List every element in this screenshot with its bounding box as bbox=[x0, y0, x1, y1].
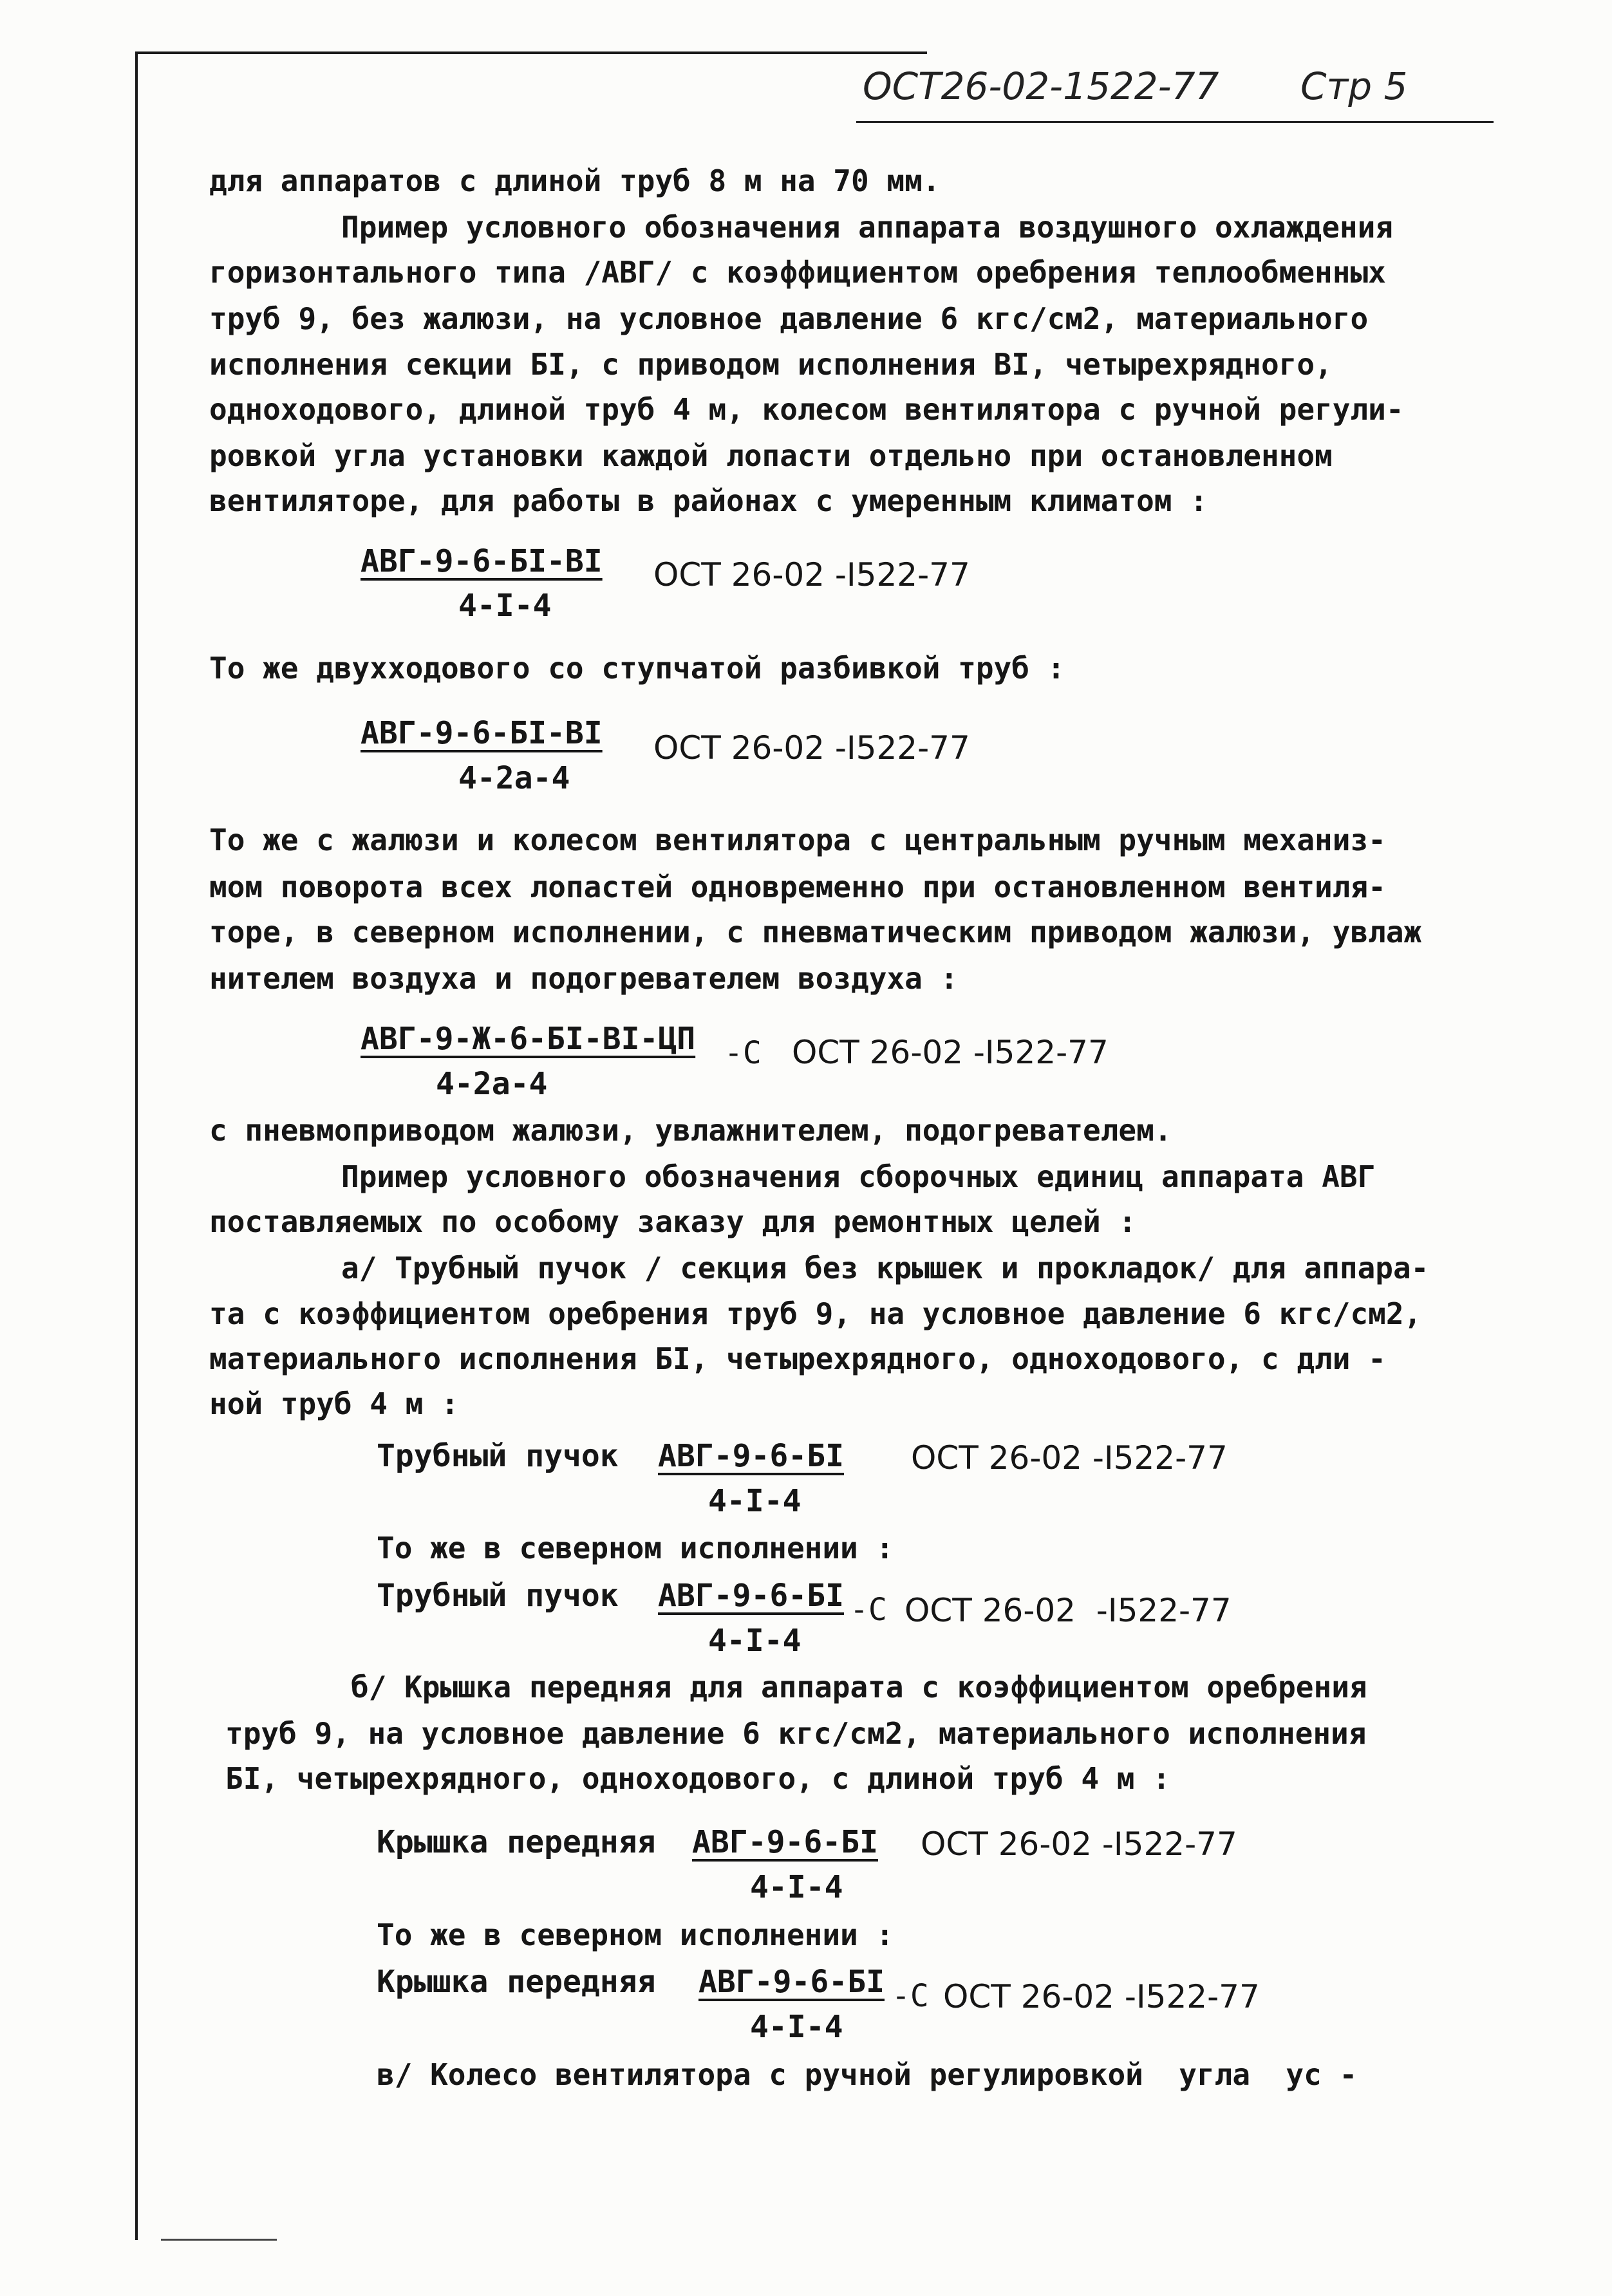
formula-numerator: АВГ-9-6-БI-ВI bbox=[361, 543, 603, 579]
standard-reference: ОСТ 26-02 -I522-77 bbox=[904, 1592, 1232, 1629]
text-line: ной труб 4 м : bbox=[209, 1386, 459, 1421]
text-line: торе, в северном исполнении, с пневматическим приводом жалюзи, увлаж bbox=[209, 915, 1422, 949]
paragraph-start: Пример условного обозначения аппарата воздушного охлаждения bbox=[341, 210, 1393, 245]
formula-suffix: -С bbox=[724, 1035, 762, 1071]
formula-label: Трубный пучок bbox=[377, 1438, 619, 1474]
text-line: нителем воздуха и подогревателем воздуха : bbox=[209, 961, 959, 996]
standard-reference: ОСТ 26-02 -I522-77 bbox=[792, 1034, 1109, 1071]
text-line: поставляемых по особому заказу для ремонтных целей : bbox=[209, 1204, 1137, 1239]
formula-numerator: АВГ-9-Ж-6-БI-ВI-ЦП bbox=[361, 1021, 696, 1057]
page-frame-top bbox=[135, 51, 927, 54]
text-line: ровкой угла установки каждой лопасти отдельно при остановленном bbox=[209, 438, 1333, 473]
formula-label: Крышка передняя bbox=[377, 1964, 656, 2000]
list-item-b: б/ Крышка передняя для аппарата с коэффициентом оребрения bbox=[351, 1670, 1367, 1704]
formula-denominator: 4-I-4 bbox=[708, 1623, 801, 1659]
formula-denominator: 4-I-4 bbox=[750, 1869, 843, 1905]
formula-denominator: 4-I-4 bbox=[708, 1483, 801, 1519]
header-rule bbox=[856, 121, 1494, 123]
text-line: одноходового, длиной труб 4 м, колесом вентилятора с ручной регули- bbox=[209, 392, 1404, 427]
page-frame-bottom-mark bbox=[161, 2239, 277, 2241]
page-header bbox=[863, 64, 1481, 122]
formula-denominator: 4-I-4 bbox=[458, 588, 552, 624]
formula-label: Трубный пучок bbox=[377, 1578, 619, 1614]
list-item-a: а/ Трубный пучок / секция без крышек и прокладок/ для аппара- bbox=[341, 1251, 1429, 1285]
text-line: труб 9, на условное давление 6 кгс/см2, материального исполнения bbox=[225, 1716, 1367, 1751]
standard-reference: ОСТ 26-02 -I522-77 bbox=[653, 729, 970, 767]
standard-reference: ОСТ 26-02 -I522-77 bbox=[653, 556, 970, 593]
paragraph-start: Пример условного обозначения сборочных единиц аппарата АВГ bbox=[341, 1159, 1376, 1194]
standard-reference: ОСТ 26-02 -I522-77 bbox=[943, 1978, 1260, 2015]
formula-numerator: АВГ-9-6-БI bbox=[658, 1438, 844, 1474]
page-number: Стр 5 bbox=[1300, 64, 1408, 108]
formula-denominator: 4-2а-4 bbox=[458, 760, 570, 796]
text-line: исполнения секции БI, с приводом исполнения ВI, четырехрядного, bbox=[209, 347, 1333, 382]
text-line: мом поворота всех лопастей одновременно при остановленном вентиля- bbox=[209, 870, 1386, 904]
formula-numerator: АВГ-9-6-БI bbox=[698, 1964, 885, 2000]
standard-reference: ОСТ 26-02 -I522-77 bbox=[911, 1439, 1228, 1477]
text-line: та с коэффициентом оребрения труб 9, на условное давление 6 кгс/см2, bbox=[209, 1296, 1422, 1331]
formula-numerator: АВГ-9-6-БI bbox=[692, 1824, 878, 1860]
text-line: БI, четырехрядного, одноходового, с длиной труб 4 м : bbox=[225, 1761, 1170, 1796]
text-line: горизонтального типа /АВГ/ с коэффициентом оребрения теплообменных bbox=[209, 255, 1386, 290]
standard-reference: ОСТ 26-02 -I522-77 bbox=[921, 1825, 1237, 1863]
text-line: труб 9, без жалюзи, на условное давление 6 кгс/см2, материального bbox=[209, 301, 1369, 336]
formula-label: Крышка передняя bbox=[377, 1824, 656, 1860]
formula-denominator: 4-I-4 bbox=[750, 2009, 843, 2045]
text-line: материального исполнения БI, четырехрядного, одноходового, с дли - bbox=[209, 1341, 1386, 1376]
text-line: То же в северном исполнении : bbox=[377, 1531, 894, 1565]
formula-numerator: АВГ-9-6-БI bbox=[658, 1578, 844, 1614]
text-line: вентиляторе, для работы в районах с умеренным климатом : bbox=[209, 483, 1208, 518]
text-line: для аппаратов с длиной труб 8 м на 70 мм. bbox=[209, 163, 941, 198]
text-line: То же в северном исполнении : bbox=[377, 1918, 894, 1952]
page-frame-left bbox=[135, 51, 138, 2240]
formula-numerator: АВГ-9-6-БI-ВI bbox=[361, 715, 603, 751]
list-item-c: в/ Колесо вентилятора с ручной регулировкой угла ус - bbox=[377, 2057, 1358, 2092]
text-line: То же с жалюзи и колесом вентилятора с центральным ручным механиз- bbox=[209, 823, 1386, 857]
formula-denominator: 4-2а-4 bbox=[436, 1066, 548, 1102]
formula-suffix: -С bbox=[892, 1978, 929, 2014]
text-line: То же двухходового со ступчатой разбивкой труб : bbox=[209, 651, 1065, 686]
document-code: ОСТ26-02-1522-77 bbox=[863, 64, 1219, 108]
formula-suffix: -С bbox=[850, 1592, 887, 1628]
text-line: с пневмоприводом жалюзи, увлажнителем, подогревателем. bbox=[209, 1113, 1172, 1148]
